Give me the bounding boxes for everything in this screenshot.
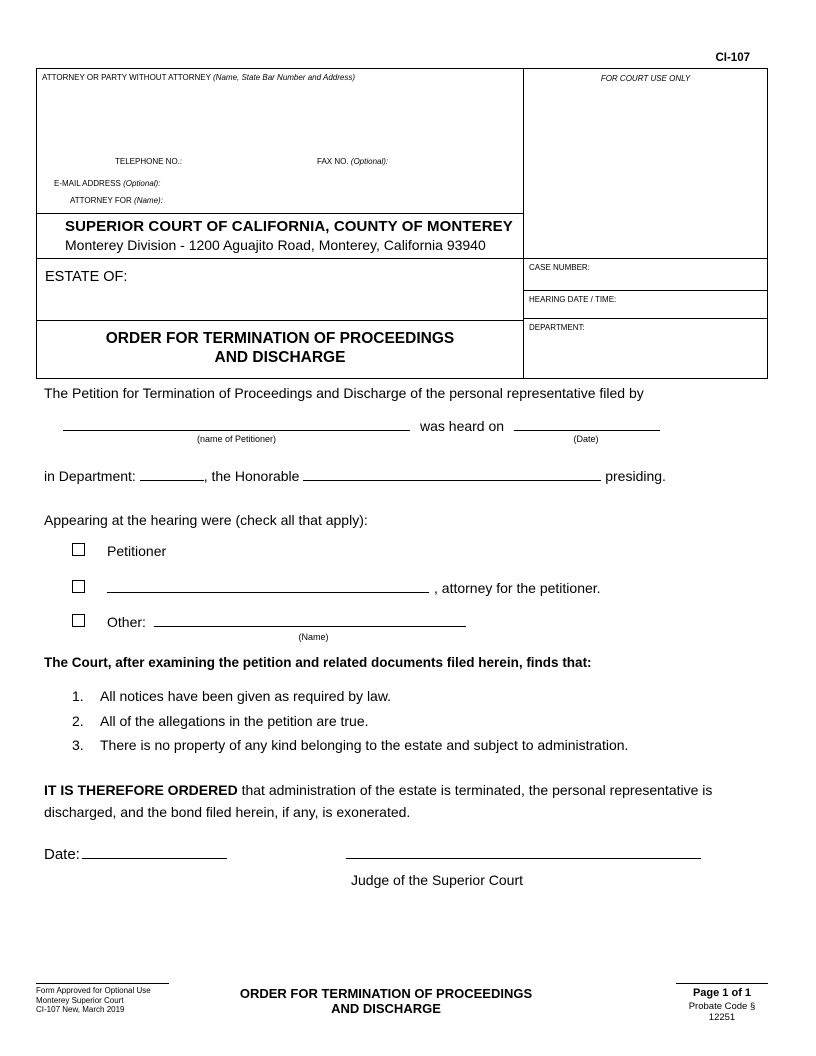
judge-signature-field[interactable] [346, 843, 701, 859]
finding-text: All notices have been given as required by law. [100, 688, 392, 704]
footer-title-block [136, 986, 636, 1016]
petitioner-name-caption: (name of Petitioner) [196, 434, 277, 444]
honorable-label: , the Honorable [203, 468, 300, 484]
court-use-only-area [524, 69, 767, 258]
estate-of-field[interactable] [37, 258, 523, 320]
attorney-label-main: ATTORNEY OR PARTY WITHOUT ATTORNEY [42, 73, 211, 82]
date-label: Date: [44, 846, 80, 863]
fax-label: FAX NO. (Optional): [317, 157, 389, 166]
date-row [44, 843, 701, 863]
order-lead: IT IS THEREFORE ORDERED [44, 782, 238, 798]
case-number-label: CASE NUMBER: [529, 263, 590, 272]
intro-paragraph: The Petition for Termination of Proceedings and Discharge of the personal representative filed by [44, 385, 644, 401]
petitioner-check-row [72, 543, 166, 559]
email-label: E-MAIL ADDRESS (Optional): [54, 179, 161, 188]
hearing-date-time-field[interactable] [524, 290, 767, 318]
footer-page-info [676, 983, 768, 1023]
telephone-label: TELEPHONE NO.: [115, 157, 183, 166]
hearing-date-field[interactable] [514, 415, 660, 431]
finding-number: 2. [72, 713, 84, 729]
judge-name-field[interactable] [303, 465, 601, 481]
form-number: CI-107 [715, 52, 750, 64]
petitioner-check-label: Petitioner [107, 543, 167, 559]
finding-item-3 [72, 737, 628, 753]
in-department-label: in Department: [44, 468, 136, 484]
department-header-field[interactable] [524, 318, 767, 378]
footer-probate-code: Probate Code § 12251 [688, 1001, 756, 1023]
findings-header: The Court, after examining the petition and related documents filed herein, finds that: [44, 655, 592, 670]
other-name-caption: (Name) [298, 632, 329, 642]
department-row [44, 465, 666, 484]
order-text: that administration of the estate is terminated, the personal representative is discharged, and the bond filed herein, if any, is exonerated. [44, 782, 713, 820]
form-title-line1: ORDER FOR TERMINATION OF PROCEEDINGS [105, 330, 455, 347]
footer-approval-line2: Monterey Superior Court [36, 995, 124, 1005]
other-name-field[interactable] [154, 611, 466, 627]
form-header-box [36, 68, 768, 379]
hearing-date-time-label: HEARING DATE / TIME: [529, 295, 617, 304]
header-left-column [37, 69, 524, 378]
court-name-section [37, 213, 523, 258]
form-title [37, 320, 523, 378]
department-number-field[interactable] [140, 465, 204, 481]
other-checkbox[interactable] [72, 614, 85, 627]
header-right-column [524, 69, 767, 378]
court-use-only-label: FOR COURT USE ONLY [600, 74, 691, 83]
order-paragraph [44, 779, 760, 823]
estate-of-label: ESTATE OF: [45, 269, 128, 285]
footer-title-line2: AND DISCHARGE [331, 1001, 441, 1016]
was-heard-on-text: was heard on [420, 418, 505, 434]
form-footer [36, 983, 768, 1028]
appearing-label: Appearing at the hearing were (check all that apply): [44, 512, 368, 528]
judge-caption: Judge of the Superior Court [351, 872, 523, 888]
finding-text: All of the allegations in the petition are true. [100, 713, 369, 729]
attorney-checkbox[interactable] [72, 580, 85, 593]
heard-on-captions [63, 434, 659, 444]
form-body [36, 385, 768, 945]
court-address: Monterey Division - 1200 Aguajito Road, Monterey, California 93940 [65, 237, 486, 253]
caption-spacer [420, 434, 503, 444]
attorney-name-field[interactable] [107, 577, 429, 593]
footer-page-label: Page 1 of 1 [692, 987, 752, 999]
finding-number: 3. [72, 737, 84, 753]
finding-item-1 [72, 688, 391, 704]
footer-approval-line1: Form Approved for Optional Use [36, 986, 151, 995]
finding-item-2 [72, 713, 369, 729]
date-caption: (Date) [573, 434, 599, 444]
attorney-for-label: ATTORNEY FOR (Name): [70, 196, 163, 205]
other-check-row [72, 611, 466, 630]
attorney-label [42, 73, 355, 82]
finding-number: 1. [72, 688, 84, 704]
date-field[interactable] [82, 843, 227, 859]
presiding-label: presiding. [605, 468, 666, 484]
petitioner-name-field[interactable] [63, 415, 410, 431]
attorney-label-detail: (Name, State Bar Number and Address) [213, 73, 355, 82]
heard-on-row [63, 415, 660, 434]
attorney-check-suffix: , attorney for the petitioner. [434, 580, 601, 596]
court-name: SUPERIOR COURT OF CALIFORNIA, COUNTY OF MONTEREY [65, 218, 513, 235]
case-number-field[interactable] [524, 258, 767, 290]
footer-title-line1: ORDER FOR TERMINATION OF PROCEEDINGS [239, 986, 533, 1001]
other-check-label: Other: [107, 614, 146, 630]
department-header-label: DEPARTMENT: [529, 323, 585, 332]
petitioner-checkbox[interactable] [72, 543, 85, 556]
finding-text: There is no property of any kind belonging to the estate and subject to administration. [100, 737, 629, 753]
form-title-line2: AND DISCHARGE [214, 348, 346, 366]
attorney-info-field[interactable] [37, 69, 523, 213]
attorney-check-row [72, 577, 601, 596]
footer-approval-line3: CI-107 New, March 2019 [36, 1005, 125, 1014]
